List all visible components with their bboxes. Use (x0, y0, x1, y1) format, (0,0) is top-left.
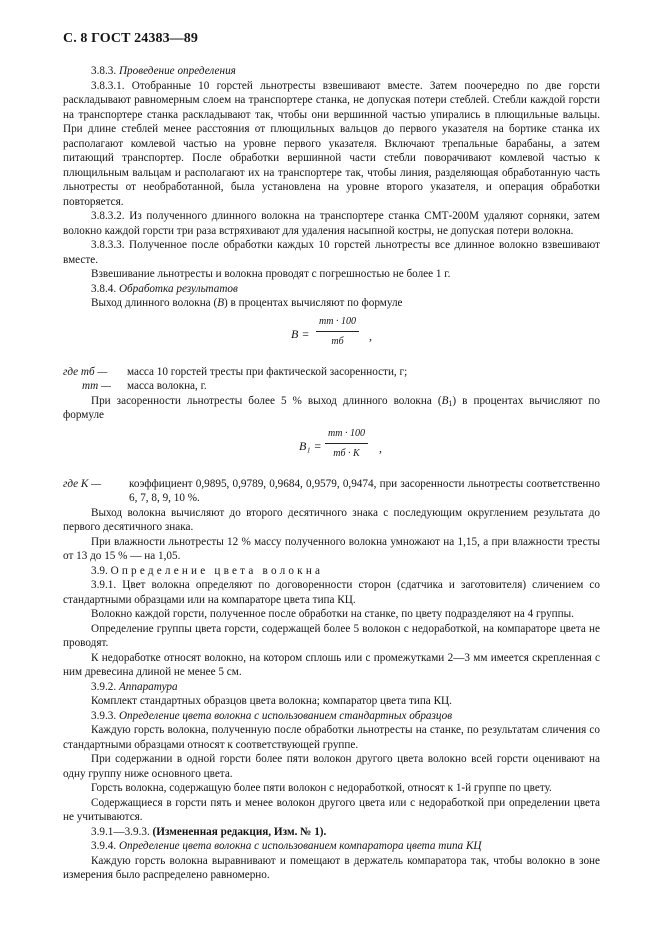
formula-denominator: mб · K (333, 448, 360, 459)
formula-comma: , (379, 440, 382, 455)
paragraph-contamination (63, 394, 600, 423)
paragraph-3-8-3-1: 3.8.3.1. Отобранные 10 горстей льнотресты взвешивают вместе. Затем поочередно по две горсти раскладывают равномерным слоем на транспортере станка, не допуская потери стеблей. Стебли каждой горсти на транспортере станка раскладывают так, чтобы они вершинной частью упирались в плющильные вальцы. При длине стеблей менее расстояния от плющильных вальцов до первого указателя на бортике станка их располагают комлевой частью на уровне первого указателя. Включают трепальные барабаны, а затем питающий транспортер. После обработки вершинной части стебли поворачивают комлевой частью к плющильным вальцам и располагают их на транспортере так, чтобы линия, разделяющая обработанную часть льнотресты от необработанной, была установлена на уровне второго указателя, и операция обработки повторяется. (63, 79, 600, 208)
definition-row (63, 379, 600, 394)
page-header: С. 8 ГОСТ 24383—89 (63, 31, 198, 46)
section-number: 3.8.4. (91, 282, 117, 295)
text-run: ) в процентах вычисляют по формуле (63, 394, 601, 421)
section-3-8-3-heading (63, 64, 600, 79)
formula-comma: , (369, 328, 372, 343)
formula-numerator: mт · 100 (316, 315, 359, 333)
paragraph-weighing: Взвешивание льнотресты и волокна проводят с погрешностью не более 1 г. (91, 268, 451, 280)
formula-2 (63, 427, 600, 471)
paragraph-groups: Волокно каждой горсти, полученное после обработки на станке, по цвету подразделяют на 4 группы. (91, 608, 574, 620)
section-3-8-4-heading (63, 282, 600, 297)
definition-value: коэффициент 0,9895, 0,9789, 0,9684, 0,9579, 0,9474, при засоренности льнотресты соответственно 6, 7, 8, 9, 10 %. (129, 477, 600, 504)
formula-denominator: mб (331, 336, 344, 347)
paragraph-3-8-3-3: 3.8.3.3. Полученное после обработки каждых 10 горстей льнотресты все длинное волокно взвешивают вместе. (63, 239, 600, 266)
variable: B (441, 394, 449, 407)
formula-1 (63, 315, 600, 359)
text-run: ) в процентах вычисляют по формуле (224, 297, 403, 309)
paragraph-revised (63, 825, 600, 840)
subscript: 1 (448, 398, 453, 408)
section-3-9-4-heading (63, 839, 600, 854)
section-number: 3.9.3. (91, 709, 117, 722)
section-title: Определение цвета волокна с использованием стандартных образцов (118, 709, 453, 722)
paragraph-output (63, 296, 600, 311)
paragraph-calculation: Выход волокна вычисляют до второго десятичного знака с последующим округлением результата до первого десятичного знака. (63, 506, 600, 533)
definition-key: mт — (82, 380, 111, 392)
paragraph-humidity: При влажности льнотресты 12 % массу полученного волокна умножают на 1,15, а при влажности тресты от 13 до 15 % — на 1,05. (63, 535, 600, 562)
section-3-9-2-heading (63, 680, 600, 695)
section-title: Определение цвета волокна с использованием компаратора цвета типа КЦ (118, 840, 482, 852)
section-number: 3.9. (91, 564, 108, 577)
variable: B (217, 297, 225, 309)
section-title: Определение цвета волокна (110, 564, 324, 577)
text-run: Выход длинного волокна ( (91, 297, 218, 309)
revision-note: (Измененная редакция, Изм. № 1). (152, 825, 327, 838)
paragraph-3-9-1: 3.9.1. Цвет волокна определяют по договоренности сторон (сдатчика и заготовителя) сличением со стандартными образцами или на компараторе цвета типа КЦ. (63, 579, 600, 606)
section-title: Аппаратура (118, 680, 178, 693)
paragraph-kit: Комплект стандартных образцов цвета волокна; компаратор цвета типа КЦ. (91, 695, 452, 707)
definition-value: масса 10 горстей тресты при фактической засоренности, г; (127, 365, 408, 378)
formula-fraction (316, 315, 372, 350)
formula-lhs: B = (291, 326, 310, 341)
text-run: 3.9.1—3.9.3. (91, 825, 153, 838)
section-number: 3.9.2. (91, 680, 117, 693)
paragraph-nedorabotka: К недоработке относят волокно, на котором сплошь или с промежутками 2—3 мм имеется скрепленная с ним древесина длиной не менее 5 см. (63, 651, 600, 678)
section-3-9-heading (63, 564, 600, 579)
section-number: 3.9.4. (91, 840, 117, 852)
definition-value: масса волокна, г. (127, 380, 207, 392)
definition-row (63, 477, 600, 506)
definition-row (63, 365, 600, 380)
paragraph-five-fibers: При содержании в одной горсти более пяти волокон другого цвета волокно всей горсти оценивают на одну группу ниже основного цвета. (63, 753, 600, 780)
document-body (63, 64, 600, 883)
section-title: Обработка результатов (118, 282, 238, 295)
paragraph-3-8-3-2: 3.8.3.2. Из полученного длинного волокна на транспортере станка СМТ-200М удаляют сорняки, затем волокно каждой горсти три раза встряхивают для удаления насыпной костры, не допуская потери волокна. (63, 210, 600, 237)
section-3-9-3-heading (63, 709, 600, 724)
definition-key: где K — (63, 477, 102, 490)
formula-fraction (325, 427, 382, 462)
paragraph-first-group: Горсть волокна, содержащую более пяти волокон с недоработкой, относят к 1-й группе по цвету. (91, 782, 552, 794)
paragraph-last: Каждую горсть волокна выравнивают и помещают в держатель компаратора так, чтобы волокно в зоне измерения было распределено равномерно. (63, 854, 600, 881)
paragraph-each-handful: Каждую горсть волокна, полученную после обработки льнотресты на станке, по результатам сличения со стандартными образцами относят к соответствующей группе. (63, 724, 600, 751)
paragraph-contained: Содержащиеся в горсти пять и менее волокон другого цвета или с недоработкой при определении цвета не учитываются. (63, 796, 600, 823)
paragraph-group-definition: Определение группы цвета горсти, содержащей более 5 волокон с недоработкой, на компараторе цвета не проводят. (63, 622, 600, 649)
section-title: Проведение определения (118, 65, 236, 77)
text-run: При засоренности льнотресты более 5 % выход длинного волокна ( (91, 394, 442, 407)
section-number: 3.8.3. (91, 65, 117, 77)
formula-lhs: B₁ = (299, 438, 322, 453)
formula-numerator: mт · 100 (325, 427, 368, 445)
definition-key: где mб — (63, 365, 108, 378)
